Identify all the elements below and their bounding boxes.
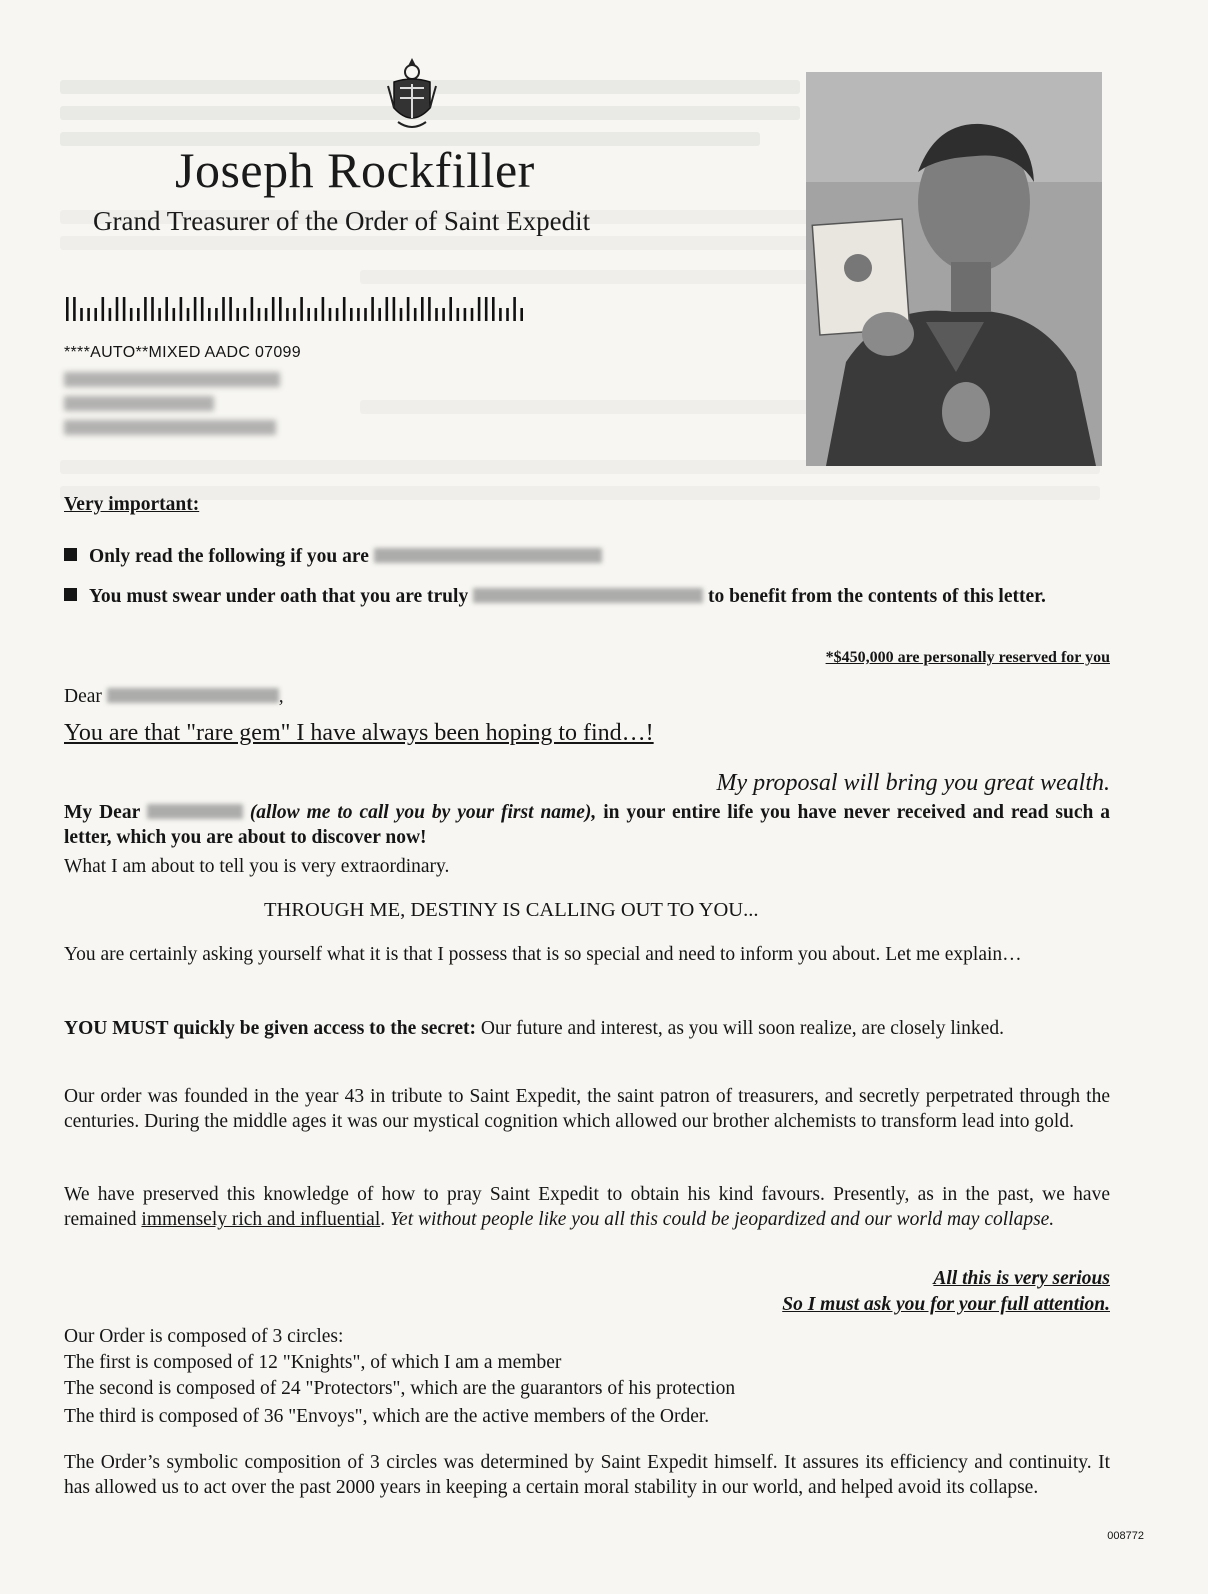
extraordinary-line: What I am about to tell you is very extraordinary. [64,856,450,877]
barcode-bar [215,308,218,321]
destiny-heading: THROUGH ME, DESTINY IS CALLING OUT TO YOU... [264,899,759,921]
preserved-paragraph [64,1182,1110,1232]
barcode-bar [485,297,488,321]
secret-rest: Our future and interest, as you will soon realize, are closely linked. [480,1018,1004,1039]
barcode-bar [137,308,140,321]
serious-line-1: All this is very serious [933,1268,1110,1289]
barcode-bar [407,297,410,321]
address-redacted-line-1 [64,372,280,387]
barcode-bar [520,308,523,321]
reserved-amount-note: *$450,000 are personally reserved for you [825,649,1110,666]
order-paragraph: Our order was founded in the year 43 in tribute to Saint Expedit, the saint patron of treasurers, and secretly perpetrated through the centuries. During the middle ages it was our mystical cognition which allowed our brother alchemists to transform lead into gold. [64,1086,1110,1132]
barcode-bar [251,297,254,321]
circle-item-1: The first is composed of 12 "Knights", of which I am a member [64,1352,562,1373]
preserved-underlined: immensely rich and influential [141,1209,381,1230]
barcode-bar [272,297,275,321]
barcode-bar [66,297,69,321]
order-crest-icon [386,56,438,134]
recipient-name-redacted [107,688,279,703]
barcode-bar [293,308,296,321]
barcode-bar [378,308,381,321]
barcode-bar [414,308,417,321]
barcode-bar [165,297,168,321]
barcode-bar [73,297,76,321]
barcode-bar [187,308,190,321]
preserved-text-1: We have preserved this knowledge of how to pray Saint Expedit to obtain his kind favours. Presently, as in the past, we have remained [64,1184,1110,1230]
barcode-bar [428,297,431,321]
barcode-bar [258,308,261,321]
barcode-bar [116,297,119,321]
barcode-bar [442,308,445,321]
barcode-bar [478,297,481,321]
barcode-bar [222,297,225,321]
bullet-1-text: Only read the following if you are [89,546,369,567]
bullet-square-icon [64,588,77,601]
address-redacted-line-3 [64,420,276,435]
recipient-first-name-redacted [147,804,243,819]
barcode-bar [102,297,105,321]
barcode-bar [315,308,318,321]
bullet-2-suffix: to benefit from the contents of this letter. [707,586,1046,607]
barcode-bar [173,308,176,321]
barcode-bar [329,308,332,321]
barcode-bar [364,308,367,321]
barcode-bar [400,308,403,321]
my-dear-bold: in your entire life you have never received and read such a letter, which you are about to discover now! [64,802,1111,848]
bullet-square-icon [64,548,77,561]
barcode-bar [449,297,452,321]
barcode-bar [357,308,360,321]
bullet-2-prefix: You must swear under oath that you are truly [89,586,469,607]
barcode-bar [180,297,183,321]
barcode-bar [151,297,154,321]
barcode-bar [457,308,460,321]
barcode-bar [506,308,509,321]
barcode-bar [109,308,112,321]
salutation-comma: , [278,686,284,707]
secret-paragraph [64,1016,1110,1041]
my-dear-paragraph [64,800,1110,850]
address-redacted-line-2 [64,396,214,411]
barcode-bar [123,297,126,321]
barcode-bar [229,297,232,321]
barcode-bar [80,308,83,321]
reference-number: 008772 [1107,1530,1144,1542]
barcode-bar [343,297,346,321]
barcode-bar [201,297,204,321]
barcode-bar [421,297,424,321]
barcode-bar [350,308,353,321]
my-dear-prefix: My Dear [64,802,140,823]
barcode-bar [499,308,502,321]
postal-barcode [64,296,528,322]
barcode-bar [279,297,282,321]
symbolic-paragraph: The Order’s symbolic composition of 3 circles was determined by Saint Expedit himself. It assures its efficiency and continuity. It has allowed us to act over the past 2000 years in keeping a certain moral stability in our world, and helped avoid its collapse. [64,1452,1110,1498]
barcode-bar [371,297,374,321]
recipient-name-redacted [473,588,703,603]
barcode-bar [393,297,396,321]
notice-bullet-1 [64,544,1110,569]
barcode-bar [236,308,239,321]
circle-item-2: The second is composed of 24 "Protectors", which are the guarantors of his protection [64,1378,736,1399]
preserved-italic: Yet without people like you all this could be jeopardized and our world may collapse. [389,1209,1055,1230]
secret-bold: YOU MUST quickly be given access to the secret: [64,1018,476,1039]
barcode-bar [307,308,310,321]
circles-intro: Our Order is composed of 3 circles: [64,1326,344,1347]
barcode-bar [208,308,211,321]
barcode-bar [144,297,147,321]
barcode-bar [130,308,133,321]
barcode-bar [194,297,197,321]
rare-gem-line: You are that "rare gem" I have always been hoping to find…! [64,720,654,746]
notice-heading: Very important: [64,494,200,515]
barcode-bar [464,308,467,321]
proposal-line: My proposal will bring you great wealth. [716,770,1110,796]
barcode-bar [87,308,90,321]
barcode-bar [471,308,474,321]
barcode-bar [513,297,516,321]
notice-bullet-2 [64,584,1110,609]
barcode-bar [336,308,339,321]
salutation-prefix: Dear [64,686,102,707]
asking-paragraph: You are certainly asking yourself what it is that I possess that is so special and need to inform you about. Let me explain… [64,944,1022,965]
my-dear-italic: (allow me to call you by your first name), [249,802,597,823]
recipient-name-redacted [374,548,602,563]
preserved-period: . [380,1209,386,1230]
barcode-bar [322,297,325,321]
barcode-bar [435,308,438,321]
sender-title: Grand Treasurer of the Order of Saint Expedit [93,206,591,236]
circle-item-3: The third is composed of 36 "Envoys", which are the active members of the Order. [64,1406,710,1427]
barcode-bar [286,308,289,321]
salutation [64,684,1110,709]
sender-name: Joseph Rockfiller [175,142,535,198]
barcode-bar [492,297,495,321]
barcode-bar [94,308,97,321]
postal-line: ****AUTO**MIXED AADC 07099 [64,344,301,361]
barcode-bar [244,308,247,321]
barcode-bar [300,297,303,321]
barcode-bar [158,308,161,321]
barcode-bar [386,297,389,321]
sender-photo [806,72,1102,466]
serious-line-2: So I must ask you for your full attention. [782,1294,1110,1315]
barcode-bar [265,308,268,321]
